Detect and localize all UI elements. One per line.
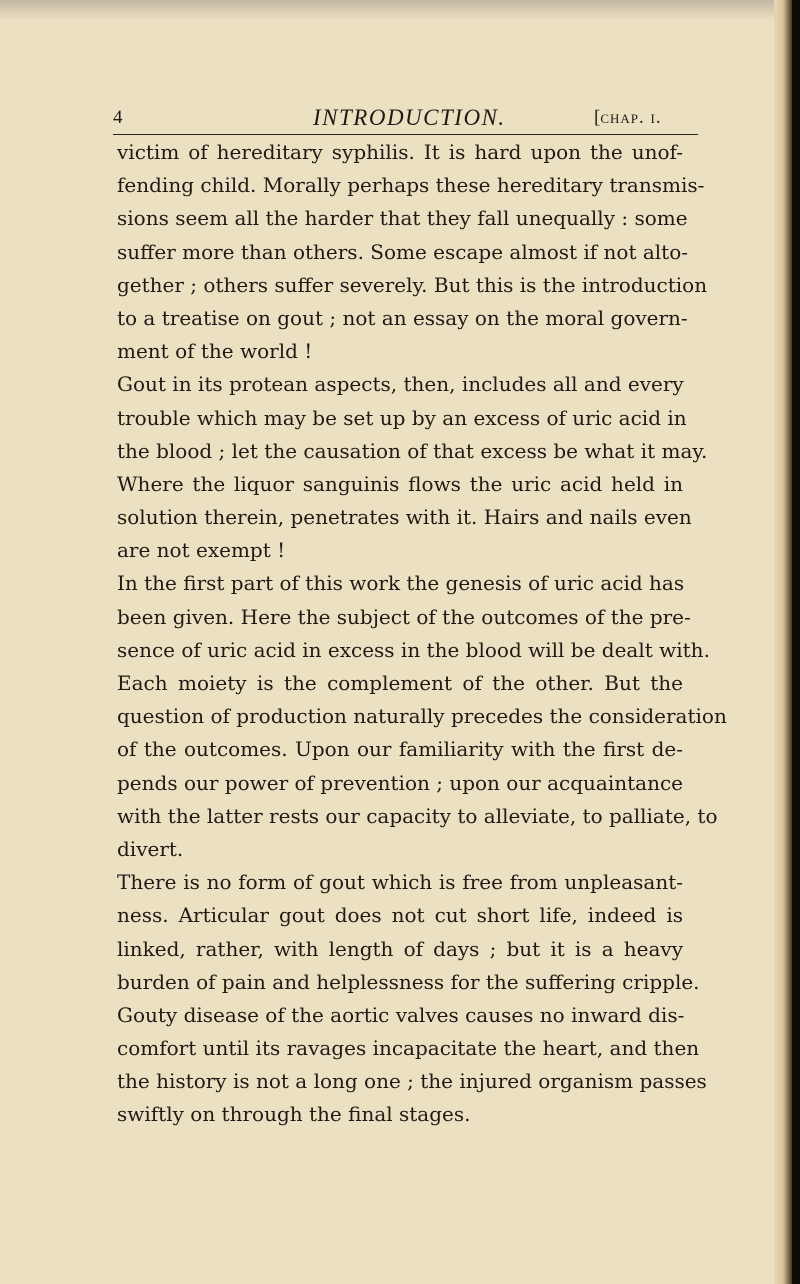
- text-line: sence of uric acid in excess in the blood will be dealt with.: [117, 637, 710, 662]
- text-line: fending child. Morally perhaps these hereditary transmis-: [117, 173, 705, 198]
- text-line: to a treatise on gout ; not an essay on the moral govern-: [117, 305, 688, 330]
- text-line: burden of pain and helplessness for the suffering cripple.: [117, 969, 700, 994]
- text-line: In the first part of this work the genesis of uric acid has: [117, 571, 685, 596]
- paragraph: [117, 368, 708, 567]
- text-line: of the outcomes. Upon our familiarity with the first de-: [117, 737, 683, 762]
- paragraph: [117, 136, 708, 368]
- text-line: question of production naturally precedes the consideration: [117, 704, 727, 729]
- text-line: ment of the world !: [117, 339, 313, 364]
- text-line: victim of hereditary syphilis. It is hard upon the unof-: [117, 140, 683, 164]
- text-line: Each moiety is the complement of the other. But the: [117, 671, 683, 695]
- text-line: There is no form of gout which is free from unpleasant-: [117, 870, 683, 895]
- text-line: linked, rather, with length of days ; but it is a heavy: [117, 936, 683, 961]
- text-line: Where the liquor sanguinis flows the uric acid held in: [117, 471, 683, 496]
- text-line: comfort until its ravages incapacitate the heart, and then: [117, 1036, 700, 1061]
- text-line: divert.: [117, 836, 184, 861]
- text-line: solution therein, penetrates with it. Hairs and nails even: [117, 505, 692, 530]
- text-line: pends our power of prevention ; upon our acquaintance: [117, 770, 684, 795]
- text-line: swiftly on through the final stages.: [117, 1102, 471, 1127]
- text-line: ness. Articular gout does not cut short life, indeed is: [117, 903, 683, 928]
- page-top-shadow: [0, 0, 800, 20]
- paragraph: [117, 866, 707, 1132]
- book-spine-shadow: [792, 0, 800, 1284]
- text-line: gether ; others suffer severely. But this is the introduction: [117, 272, 708, 297]
- text-line: Gout in its protean aspects, then, includes all and every: [117, 372, 684, 397]
- chapter-label: chap. i.: [600, 107, 662, 128]
- text-line: been given. Here the subject of the outcomes of the pre-: [117, 604, 691, 629]
- text-line: with the latter rests our capacity to alleviate, to palliate, to: [117, 803, 718, 828]
- text-line: trouble which may be set up by an excess of uric acid in: [117, 405, 687, 430]
- body-text: [117, 136, 727, 1132]
- chapter-bracket: [: [594, 107, 601, 128]
- text-line: Gouty disease of the aortic valves causes no inward dis-: [117, 1002, 685, 1027]
- paragraph: [117, 567, 727, 866]
- text-line: are not exempt !: [117, 538, 286, 563]
- chapter-mark: [594, 108, 662, 128]
- text-line: the blood ; let the causation of that excess be what it may.: [117, 438, 708, 463]
- text-line: the history is not a long one ; the injured organism passes: [117, 1069, 707, 1094]
- text-line: suffer more than others. Some escape almost if not alto-: [117, 239, 689, 264]
- page-number: 4: [113, 107, 123, 128]
- page-header: [113, 96, 698, 135]
- running-head: INTRODUCTION.: [313, 105, 506, 130]
- text-line: sions seem all the harder that they fall unequally : some: [117, 206, 688, 231]
